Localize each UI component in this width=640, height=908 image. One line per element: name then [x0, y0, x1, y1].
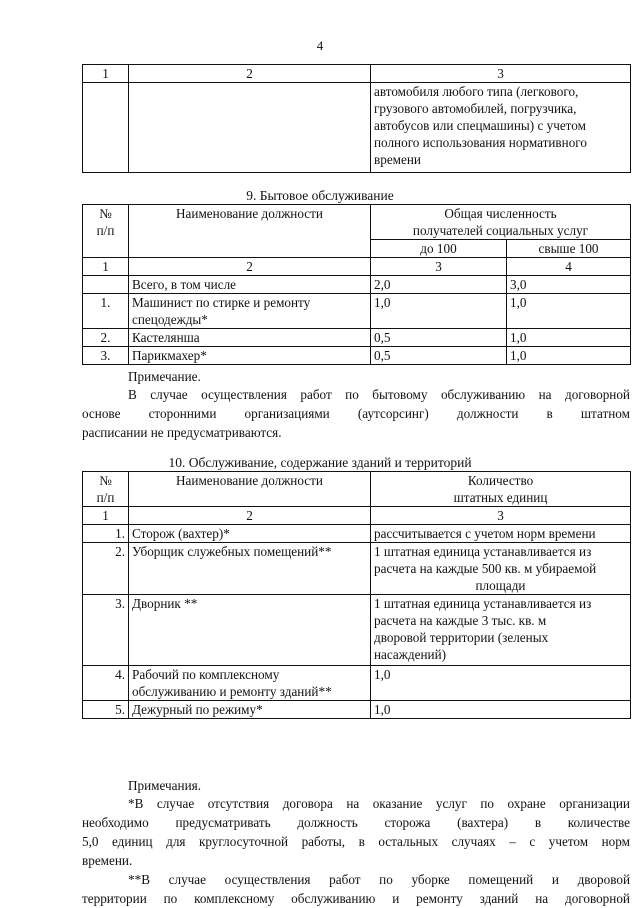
cell-value-a: 0,5	[371, 329, 507, 347]
cell-name: Уборщик служебных помещений**	[129, 543, 371, 595]
note-line: расписании не предусматриваются.	[82, 425, 282, 440]
note-line: необходимо предусматривать должность сторожа (вахтера) в количестве	[82, 815, 630, 830]
note-paragraph	[82, 794, 630, 870]
cell-line: автомобиля любого типа (легкового,	[374, 84, 579, 99]
note-line: времени.	[82, 853, 133, 868]
cell-name: Сторож (вахтер)*	[129, 525, 371, 543]
table-header-row	[83, 65, 631, 83]
note-line: **В случае осуществления работ по уборке помещений и дворовой	[128, 872, 630, 887]
header-total-line: получателей социальных услуг	[412, 223, 589, 238]
cell-value-b: 1,0	[507, 294, 631, 329]
cell-line: обслуживанию и ремонту зданий**	[132, 684, 332, 699]
note-paragraph	[82, 385, 630, 442]
note-line: территории по комплексному обслуживанию и ремонту зданий на договорной	[82, 891, 630, 906]
note-line: основе сторонними организациями (аутсорсинг) должности в штатном	[82, 406, 630, 421]
note-title: Примечание.	[128, 369, 201, 384]
continuation-table	[82, 64, 631, 173]
cell-no: 5.	[83, 701, 129, 719]
cell-no: 1.	[83, 525, 129, 543]
cell-name: Всего, в том числе	[129, 276, 371, 294]
note-line: *В случае отсутствия договора на оказание услуг по охране организации	[128, 796, 630, 811]
col-number: 2	[129, 507, 371, 525]
table-row	[83, 83, 631, 173]
table-row	[83, 525, 631, 543]
cell-value-b: 1,0	[507, 347, 631, 365]
col-number: 2	[129, 258, 371, 276]
header-over-100: свыше 100	[507, 240, 631, 258]
cell-no: 2.	[83, 543, 129, 595]
notes-title: Примечания.	[128, 778, 202, 793]
cell-name: Кастелянша	[129, 329, 371, 347]
cell-value-a: 1,0	[371, 294, 507, 329]
cell-qty	[371, 543, 631, 595]
cell-name: Дворник **	[129, 595, 371, 666]
cell-no: 3.	[83, 347, 129, 365]
cell-qty	[371, 83, 631, 173]
cell-value-b: 1,0	[507, 329, 631, 347]
header-total	[371, 205, 631, 240]
cell-qty	[371, 595, 631, 666]
note-line: В случае осуществления работ по бытовому обслуживанию на договорной	[128, 387, 630, 402]
cell-no: 4.	[83, 666, 129, 701]
section-9-table	[82, 204, 631, 365]
cell-name	[129, 666, 371, 701]
header-no-line: п/п	[96, 223, 115, 238]
section-10-title: 10. Обслуживание, содержание зданий и территорий	[168, 455, 472, 470]
cell-line: времени	[374, 152, 421, 167]
col-header-1: 1	[83, 65, 129, 83]
cell-line: грузового автомобилей, погрузчика,	[374, 101, 577, 116]
cell-value-a: 2,0	[371, 276, 507, 294]
cell-no: 2.	[83, 329, 129, 347]
table-row	[83, 276, 631, 294]
cell-name	[129, 83, 371, 173]
cell-line: расчета на каждые 500 кв. м убираемой	[374, 561, 597, 576]
cell-line: полного использования нормативного	[374, 135, 587, 150]
header-qty-line: Количество	[467, 473, 534, 488]
table-number-row	[83, 258, 631, 276]
table-number-row	[83, 507, 631, 525]
note-line: 5,0 единиц для круглосуточной работы, в остальных случаях – с учетом норм	[82, 834, 630, 849]
cell-qty: 1,0	[371, 666, 631, 701]
col-number: 4	[507, 258, 631, 276]
col-header-2: 2	[129, 65, 371, 83]
section-9-title: 9. Бытовое обслуживание	[246, 188, 394, 203]
cell-line: насаждений)	[374, 647, 447, 662]
cell-line: расчета на каждые 3 тыс. кв. м	[374, 613, 547, 628]
col-number: 1	[83, 507, 129, 525]
table-header-row	[83, 472, 631, 507]
cell-line: Рабочий по комплексному	[132, 667, 280, 682]
cell-line: автобусов или спецмашины) с учетом	[374, 118, 586, 133]
header-position: Наименование должности	[129, 472, 371, 507]
cell-no: 3.	[83, 595, 129, 666]
cell-no	[83, 276, 129, 294]
cell-line: Машинист по стирке и ремонту	[132, 295, 311, 310]
cell-name: Дежурный по режиму*	[129, 701, 371, 719]
col-number: 3	[371, 507, 631, 525]
header-no-line: п/п	[96, 490, 115, 505]
header-no-line: №	[99, 206, 112, 221]
table-header-row	[83, 205, 631, 240]
cell-name: Парикмахер*	[129, 347, 371, 365]
table-row	[83, 329, 631, 347]
header-no-line: №	[99, 473, 112, 488]
col-number: 3	[371, 258, 507, 276]
page-number: 4	[316, 38, 324, 53]
table-row	[83, 294, 631, 329]
header-total-line: Общая численность	[444, 206, 557, 221]
header-upto-100: до 100	[371, 240, 507, 258]
cell-no: 1.	[83, 294, 129, 329]
header-no	[83, 205, 129, 258]
cell-qty: 1,0	[371, 701, 631, 719]
col-number: 1	[83, 258, 129, 276]
cell-line: 1 штатная единица устанавливается из	[374, 596, 592, 611]
cell-line: 1 штатная единица устанавливается из	[374, 544, 592, 559]
cell-line: дворовой территории (зеленых	[374, 630, 549, 645]
section-10-table	[82, 471, 631, 719]
cell-line: спецодежды*	[132, 312, 208, 327]
col-header-3: 3	[371, 65, 631, 83]
cell-no	[83, 83, 129, 173]
table-row	[83, 347, 631, 365]
table-row	[83, 543, 631, 595]
header-position: Наименование должности	[129, 205, 371, 258]
header-qty-line: штатных единиц	[453, 490, 548, 505]
table-row	[83, 595, 631, 666]
cell-qty: рассчитывается с учетом норм времени	[371, 525, 631, 543]
cell-name	[129, 294, 371, 329]
note-paragraph	[82, 870, 630, 908]
cell-value-a: 0,5	[371, 347, 507, 365]
header-qty	[371, 472, 631, 507]
header-no	[83, 472, 129, 507]
cell-value-b: 3,0	[507, 276, 631, 294]
cell-line: площади	[475, 578, 526, 593]
table-row	[83, 701, 631, 719]
table-row	[83, 666, 631, 701]
